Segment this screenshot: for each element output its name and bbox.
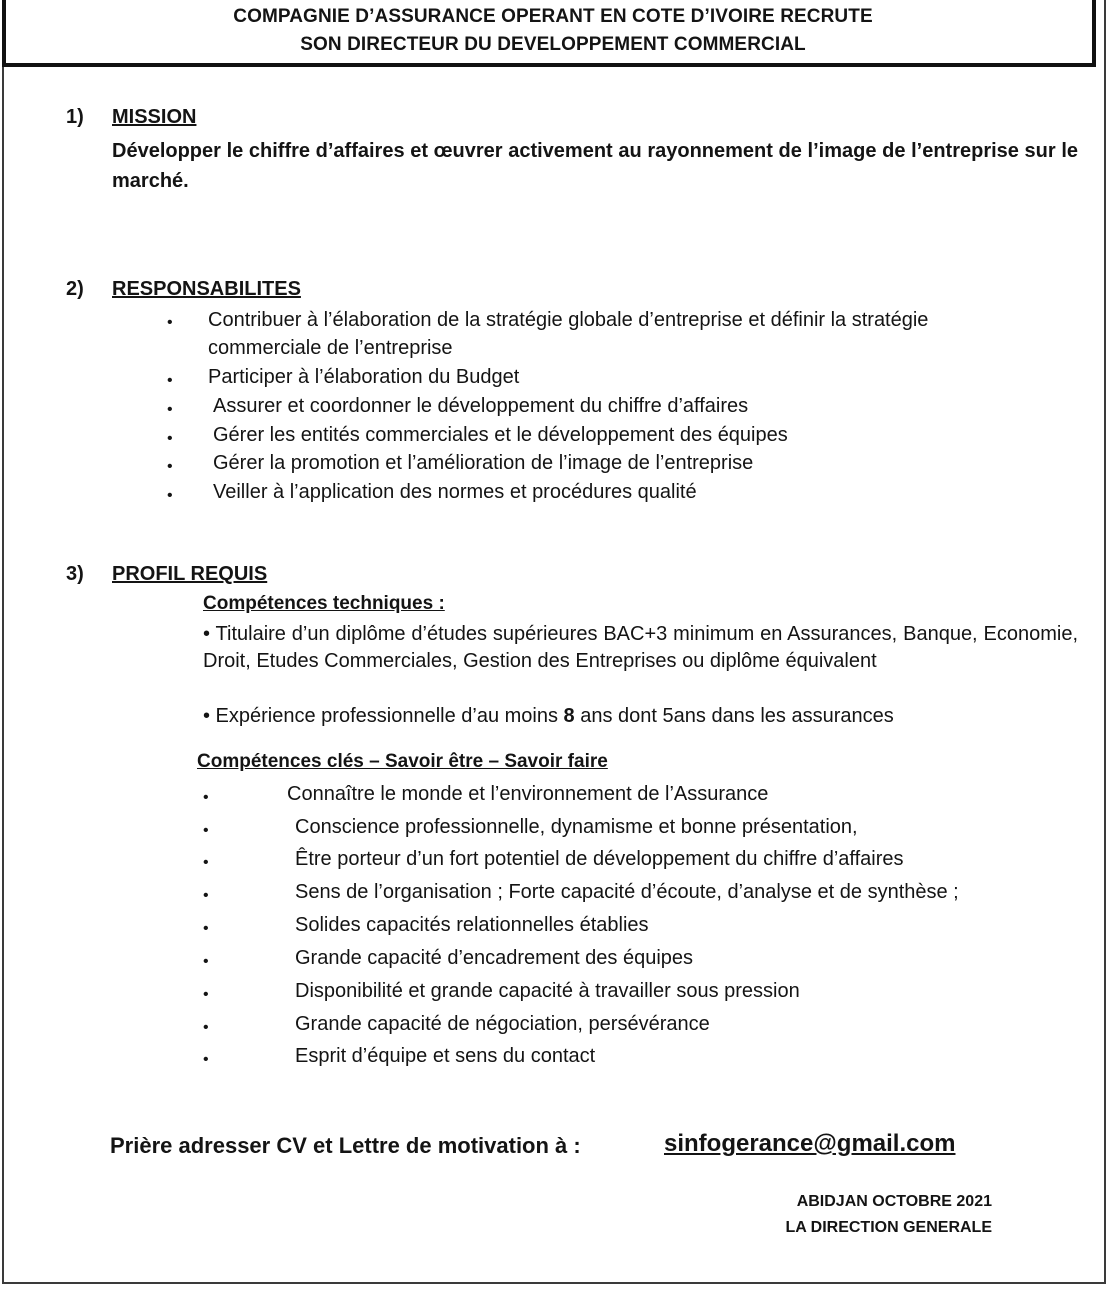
experience-years: 8 [563, 705, 575, 727]
footer-signature: LA DIRECTION GENERALE [785, 1219, 992, 1236]
bullet-icon: • [203, 986, 209, 1003]
responsabilite-item: Gérer la promotion et l’amélioration de l’image de l’entreprise [213, 452, 754, 474]
responsabilite-item: Veiller à l’application des normes et procédures qualité [213, 481, 697, 503]
competence-item: Être porteur d’un fort potentiel de développement du chiffre d’affaires [295, 848, 904, 870]
competence-item: Grande capacité d’encadrement des équipes [295, 947, 694, 969]
responsabilite-item: Contribuer à l’élaboration de la stratégie globale d’entreprise et définir la stratégie [208, 309, 929, 331]
bullet-icon: • [203, 887, 209, 904]
competence-item: Solides capacités relationnelles établies [295, 914, 649, 936]
bullet-icon: • [203, 920, 209, 937]
competence-item: Esprit d’équipe et sens du contact [295, 1045, 596, 1067]
experience-text-prefix: • Expérience professionnelle d’au moins [203, 705, 564, 727]
section-number-profil: 3) [66, 563, 84, 585]
section-title-profil: PROFIL REQUIS [112, 563, 268, 585]
tech-item-experience [203, 705, 894, 728]
bullet-icon: • [167, 372, 173, 389]
bullet-icon: • [203, 1019, 209, 1036]
footer-place-date: ABIDJAN OCTOBRE 2021 [796, 1193, 992, 1210]
subsection-title-techniques: Compétences techniques : [203, 593, 445, 614]
responsabilite-item: Gérer les entités commerciales et le développement des équipes [213, 424, 788, 446]
responsabilite-item: Assurer et coordonner le développement du chiffre d’affaires [213, 395, 749, 417]
section-number-responsabilites: 2) [66, 278, 84, 300]
responsabilite-item: Participer à l’élaboration du Budget [208, 366, 520, 388]
contact-label: Prière adresser CV et Lettre de motivation à : [110, 1133, 581, 1158]
bullet-icon: • [167, 314, 173, 331]
bullet-icon: • [203, 953, 209, 970]
header-title-line-1: COMPAGNIE D’ASSURANCE OPERANT EN COTE D’IVOIRE RECRUTE [233, 6, 873, 27]
experience-text-suffix: ans dont 5ans dans les assurances [574, 705, 894, 727]
section-number-mission: 1) [66, 106, 84, 128]
competence-item: Disponibilité et grande capacité à travailler sous pression [295, 980, 800, 1002]
tech-item-diplome: • Titulaire d’un diplôme d’études supérieures BAC+3 minimum en Assurances, Banque, Economie, Droit, Etudes Commerciales, Gestion des Entreprises ou diplôme équivalent [203, 623, 1078, 672]
competence-item: Sens de l’organisation ; Forte capacité d’écoute, d’analyse et de synthèse ; [295, 881, 959, 903]
bullet-icon: • [167, 487, 173, 504]
bullet-icon: • [167, 458, 173, 475]
competence-item: Conscience professionnelle, dynamisme et bonne présentation, [295, 816, 858, 838]
competence-item: Grande capacité de négociation, persévérance [295, 1013, 710, 1035]
section-title-mission: MISSION [112, 106, 197, 128]
responsabilite-item: commerciale de l’entreprise [208, 337, 453, 359]
contact-email-link[interactable]: sinfogerance@gmail.com [664, 1130, 956, 1157]
mission-text: Développer le chiffre d’affaires et œuvrer activement au rayonnement de l’image de l’entreprise sur le marché. [112, 140, 1078, 192]
subsection-title-cles: Compétences clés – Savoir être – Savoir faire [197, 751, 608, 772]
header-banner [2, 0, 1096, 67]
bullet-icon: • [203, 822, 209, 839]
bullet-icon: • [203, 1051, 209, 1068]
bullet-icon: • [203, 789, 209, 806]
bullet-icon: • [203, 854, 209, 871]
competence-item: Connaître le monde et l’environnement de l’Assurance [287, 783, 769, 805]
bullet-icon: • [167, 430, 173, 447]
header-title-line-2: SON DIRECTEUR DU DEVELOPPEMENT COMMERCIAL [300, 34, 806, 55]
section-title-responsabilites: RESPONSABILITES [112, 278, 301, 300]
bullet-icon: • [167, 401, 173, 418]
